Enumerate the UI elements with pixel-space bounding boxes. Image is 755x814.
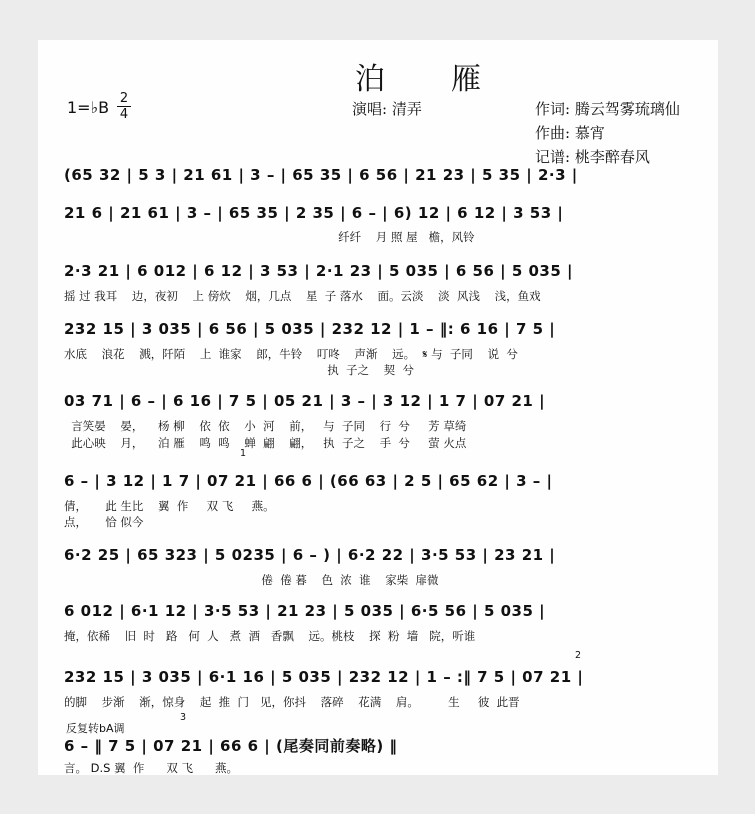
lyric-line-7: 倦 倦 暮 色 浓 谁 家柴 扉微: [64, 573, 439, 587]
score-line-10: 6 – ‖ 7 5 | 07 21 | 66 6 | (尾奏同前奏略) ‖: [64, 737, 398, 755]
lyricist-credit: 作词: 腾云驾雾琉璃仙: [535, 100, 680, 118]
score-line-3: 2·3 21 | 6 012 | 6 12 | 3 53 | 2·1 23 | 5 035 | 6 56 | 5 035 |: [64, 262, 574, 280]
singer-credit: 演唱: 清弄: [352, 100, 422, 118]
time-signature: [117, 92, 131, 121]
lyric-line-5b: 此心映 月， 泊 雁 鸣 鸣 蝉 翩 翩， 执 子之 手 兮 萤 火点: [64, 436, 467, 450]
score-line-8: 6 012 | 6·1 12 | 3·5 53 | 21 23 | 5 035 | 6·5 56 | 5 035 |: [64, 602, 546, 620]
volta-3-label: 3: [180, 712, 187, 723]
score-line-5: 03 71 | 6 – | 6 16 | 7 5 | 05 21 | 3 – | 3 12 | 1 7 | 07 21 |: [64, 392, 546, 410]
transcriber-credit: 记谱: 桃李醉春风: [535, 148, 650, 166]
score-line-4: 232 15 | 3 035 | 6 56 | 5 035 | 232 12 | 1 – ‖: 6 16 | 7 5 |: [64, 320, 556, 338]
time-sig-bottom: 4: [119, 107, 129, 122]
score-line-9: 232 15 | 3 035 | 6·1 16 | 5 035 | 232 12 | 1 – :‖ 7 5 | 07 21 |: [64, 668, 584, 686]
score-line-1: (65 32 | 5 3 | 21 61 | 3 – | 65 35 | 6 56 | 21 23 | 5 35 | 2·3 |: [64, 166, 578, 184]
lyric-line-2: 纤纤 月 照 屋 檐，风铃: [64, 230, 475, 244]
score-line-2: 21 6 | 21 61 | 3 – | 65 35 | 2 35 | 6 – | 6) 12 | 6 12 | 3 53 |: [64, 204, 564, 222]
song-title: 泊 雁: [355, 62, 499, 97]
time-sig-top: 2: [119, 91, 129, 106]
lyric-line-6a: 倩， 此 生比 翼 作 双 飞 燕。: [64, 499, 275, 513]
lyric-line-4a: 水底 浪花 溅，阡陌 上 谁家 郎，牛铃 叮咚 声渐 远。 𝄋 与 子同 说 兮: [64, 347, 518, 361]
composer-credit: 作曲: 慕宵: [535, 124, 605, 142]
score-line-6: 6 – | 3 12 | 1 7 | 07 21 | 66 6 | (66 63 | 2 5 | 65 62 | 3 – |: [64, 472, 553, 490]
lyric-line-6b: 点， 恰 似今: [64, 515, 144, 529]
score-line-7: 6·2 25 | 65 323 | 5 0235 | 6 – ) | 6·2 22 | 3·5 53 | 23 21 |: [64, 546, 556, 564]
volta-2-label: 2: [575, 650, 582, 661]
lyric-line-3: 摇 过 我耳 边，夜初 上 傍炊 烟，几点 星 子 落水 面。云淡 淡 风浅 浅，鱼戏: [64, 289, 541, 303]
lyric-line-10: 言。 D.S 翼 作 双 飞 燕。: [64, 761, 238, 775]
key-signature: 1=♭B: [67, 98, 110, 117]
key-change-note: 反复转bA调: [66, 722, 125, 735]
lyric-line-5a: 言笑晏 晏， 杨 柳 依 依 小 河 前， 与 子同 行 兮 芳 草绮: [64, 419, 467, 433]
lyric-line-9: 的脚 步渐 渐，惊身 起 推 门 见，你抖 落碎 花满 肩。 生 彼 此晋: [64, 695, 520, 709]
lyric-line-4b: 执 子之 契 兮: [64, 363, 414, 377]
lyric-line-8: 掩，依稀 旧 时 路 何 人 煮 酒 香飘 远。桃枝 探 粉 墙 院，听谁: [64, 629, 476, 643]
volta-1-label: 1: [240, 448, 247, 459]
